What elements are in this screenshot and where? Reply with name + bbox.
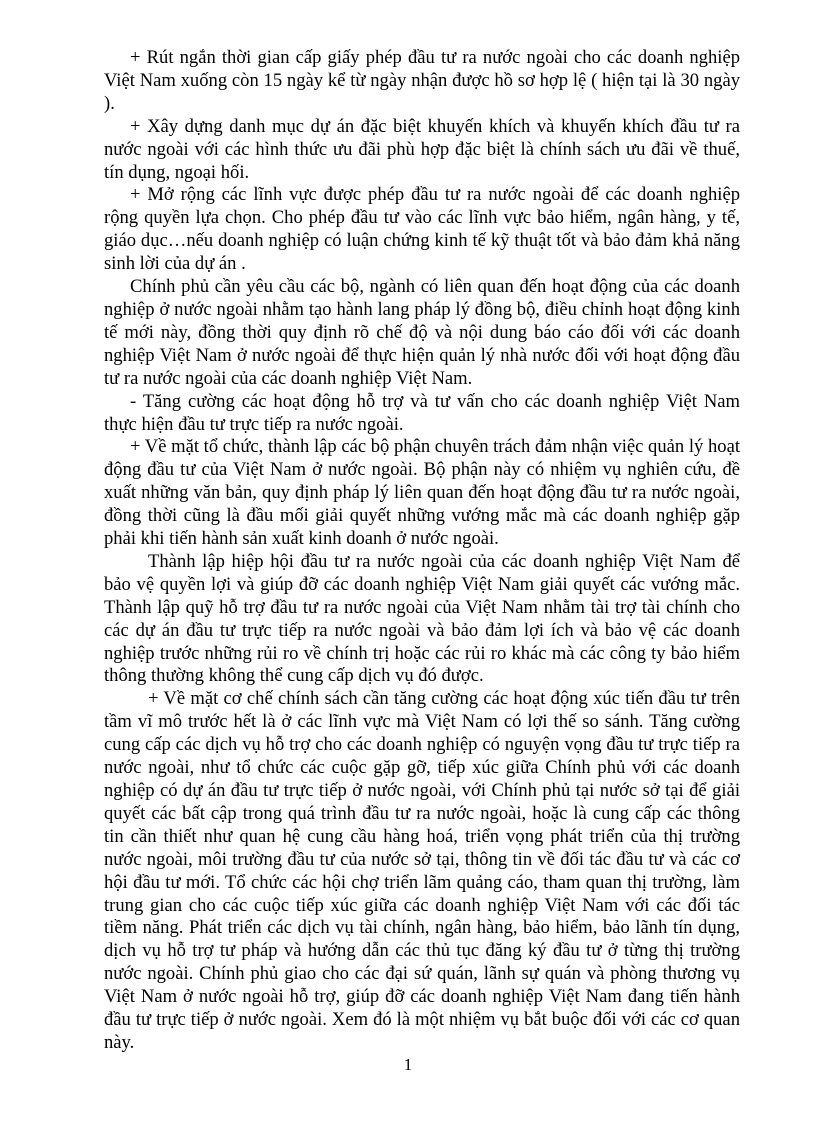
paragraph-government-requirements: Chính phủ cần yêu cầu các bộ, ngành có liên quan đến hoạt động của các doanh nghiệp ở nước ngoài nhằm tạo hành lang pháp lý đồng bộ, điều chỉnh hoạt động kinh tế mới này, đồng thời quy định rõ chế độ và nội dung báo cáo đối với các doanh nghiệp Việt Nam ở nước ngoài để thực hiện quản lý nhà nước đối với hoạt động đầu tư ra nước ngoài của các doanh nghiệp Việt Nam. — [104, 276, 740, 389]
paragraph-support-activities: - Tăng cường các hoạt động hỗ trợ và tư vấn cho các doanh nghiệp Việt Nam thực hiện đầu tư trực tiếp ra nước ngoài. — [104, 390, 740, 435]
paragraph-priority-projects: + Xây dựng danh mục dự án đặc biệt khuyến khích và khuyến khích đầu tư ra nước ngoài với các hình thức ưu đãi phù hợp đặc biệt là chính sách ưu đãi về thuế, tín dụng, ngoại hối. — [104, 115, 740, 183]
paragraph-organization: + Về mặt tổ chức, thành lập các bộ phận chuyên trách đảm nhận việc quản lý hoạt động đầu tư của Việt Nam ở nước ngoài. Bộ phận này có nhiệm vụ nghiên cứu, đề xuất những văn bản, quy định pháp lý liên quan đến hoạt động đầu tư ra nước ngoài, đồng thời cũng là đầu mối giải quyết những vướng mắc mà các doanh nghiệp gặp phải khi tiến hành sản xuất kinh doanh ở nước ngoài. — [104, 436, 740, 550]
paragraph-investment-association: Thành lập hiệp hội đầu tư ra nước ngoài của các doanh nghiệp Việt Nam để bảo vệ quyền lợi và giúp đỡ các doanh nghiệp Việt Nam giải quyết các vướng mắc. Thành lập quỹ hỗ trợ đầu tư ra nước ngoài của Việt Nam nhằm tài trợ tài chính cho các dự án đầu tư trực tiếp ra nước ngoài và bảo đảm lợi ích và bảo vệ các doanh nghiệp trước những rủi ro về chính trị hoặc các rủi ro khác mà các công ty bảo hiểm thông thường không thể cung cấp dịch vụ đó được. — [104, 550, 740, 687]
paragraph-policy-mechanism: + Về mặt cơ chế chính sách cần tăng cường các hoạt động xúc tiến đầu tư trên tầm vĩ mô trước hết là ở các lĩnh vực mà Việt Nam có lợi thế so sánh. Tăng cường cung cấp các dịch vụ hỗ trợ cho các doanh nghiệp có nguyện vọng đầu tư trực tiếp ra nước ngoài, như tổ chức các cuộc gặp gỡ, tiếp xúc giữa Chính phủ với các doanh nghiệp có dự án đầu tư trực tiếp ở nước ngoài, với Chính phủ tại nước sở tại để giải quyết các bất cập trong quá trình đầu tư ra nước ngoài, hoặc là cung cấp các thông tin cần thiết như quan hệ cung cầu hàng hoá, triển vọng phát triển của thị trường nước ngoài, môi trường đầu tư của nước sở tại, thông tin về đối tác đầu tư và các cơ hội đầu tư mới. Tổ chức các hội chợ triển lãm quảng cáo, tham quan thị trường, làm trung gian cho các cuộc tiếp xúc giữa các doanh nghiệp Việt Nam với các đối tác tiềm năng. Phát triển các dịch vụ tài chính, ngân hàng, bảo hiểm, bảo lãnh tín dụng, dịch vụ hỗ trợ tư pháp và hướng dẫn các thủ tục đăng ký đầu tư ở từng thị trường nước ngoài. Chính phủ giao cho các đại sứ quán, lãnh sự quán và phòng thương vụ Việt Nam ở nước ngoài hỗ trợ, giúp đỡ các doanh nghiệp Việt Nam đang tiến hành đầu tư trực tiếp ở nước ngoài. Xem đó là một nhiệm vụ bắt buộc đối với các cơ quan này. — [104, 688, 740, 1053]
paragraph-license-time: + Rút ngắn thời gian cấp giấy phép đầu tư ra nước ngoài cho các doanh nghiệp Việt Nam xuống còn 15 ngày kể từ ngày nhận được hồ sơ hợp lệ ( hiện tại là 30 ngày ). — [104, 47, 740, 114]
document-body — [104, 47, 740, 1055]
paragraph-expand-sectors: + Mở rộng các lĩnh vực được phép đầu tư ra nước ngoài để các doanh nghiệp rộng quyền lựa chọn. Cho phép đầu tư vào các lĩnh vực bảo hiểm, ngân hàng, y tế, giáo dục…nếu doanh nghiệp có luận chứng kinh tế kỹ thuật tốt và bảo đảm khả năng sinh lời của dự án . — [104, 184, 740, 275]
page-number: 1 — [403, 1055, 413, 1074]
